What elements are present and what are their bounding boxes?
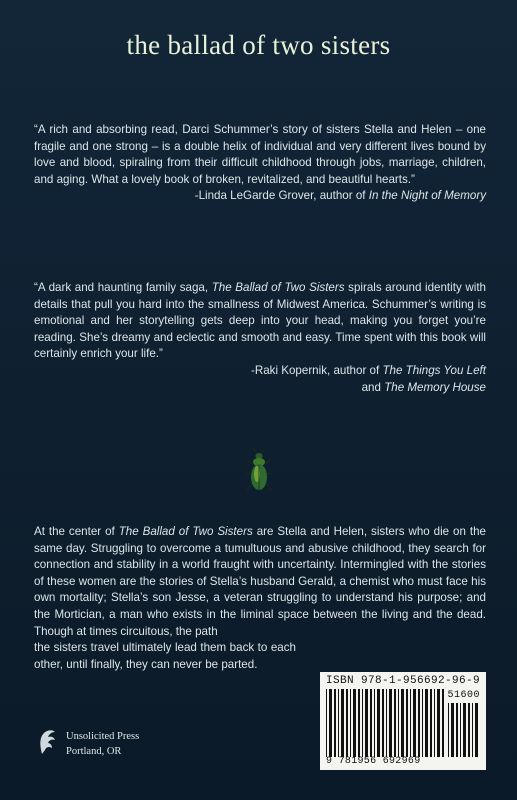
review-quote-2 — [34, 280, 486, 396]
attribution-prefix: -Linda LeGarde Grover, author of — [194, 189, 369, 203]
quote-text-part: “A dark and haunting family saga, — [34, 281, 212, 294]
description-text: At the center of — [34, 525, 119, 538]
publisher-logo-icon — [36, 726, 60, 756]
review-quote-1-attribution — [34, 188, 486, 205]
book-description — [34, 524, 486, 673]
description-book-title: The Ballad of Two Sisters — [118, 525, 253, 538]
description-text: are Stella and Helen, sisters who die on the same day. Struggling to overcome a tumultuous and abusive childhood, they search for connection and stability in a world fraught with uncertainty. Intermingled with the stories of these women are the stories of Stella’s husband Gerald, a chemist who must face his own mortality; Stella’s son Jesse, a veteran struggling to understand his purpose; and the Mortician, a man who exists in the liminal space between the living and the dead. Though at times circuitous, the path — [34, 525, 486, 638]
attribution-book-title: The Things You Left — [382, 363, 486, 377]
quote-book-title: The Ballad of Two Sisters — [211, 281, 345, 294]
publisher-location: Portland, OR — [66, 746, 122, 757]
publisher-name: Unsolicited Press — [66, 731, 140, 742]
review-quote-2-attribution — [34, 363, 486, 380]
barcode-supplement-bars — [448, 703, 482, 757]
quote-text-part: spirals around identity with details that pull you hard into the smallness of Midwest America. Schummer’s writing is emotional and her storytelling gets deep into your head, making you forget you’re reading. She’s dreamy and eclectic and smooth and easy. Time spent with this book will certainly enrich your life.” — [34, 281, 486, 361]
description-tail: the sisters travel ultimately lead them back to each other, until finally, they can never be parted. — [34, 641, 296, 671]
review-quote-1 — [34, 122, 486, 205]
review-quote-2-attribution-line2 — [34, 380, 486, 397]
publisher-info — [36, 724, 186, 764]
review-quote-2-text — [34, 281, 486, 360]
isbn-label: ISBN 978-1-956692-96-9 — [326, 675, 481, 687]
attribution-book-title: The Memory House — [384, 380, 486, 394]
attribution-and: and — [361, 380, 385, 394]
barcode-digits: 9 781956 692969 — [326, 756, 421, 767]
attribution-prefix: -Raki Kopernik, author of — [250, 363, 383, 377]
barcode-bars — [326, 689, 444, 757]
beetle-icon — [244, 446, 274, 498]
attribution-book-title: In the Night of Memory — [368, 189, 486, 203]
isbn-barcode — [320, 672, 486, 770]
review-quote-1-text: “A rich and absorbing read, Darci Schummer’s story of sisters Stella and Helen – one fragile and one strong – is a double helix of individual and very different lives bound by love and blood, spiraling from their difficult childhood through jobs, marriage, children, and aging. What a lovely book of broken, revitalized, and beautiful hearts.” — [34, 123, 486, 186]
price-code: 51600 — [447, 690, 480, 701]
book-title: the ballad of two sisters — [126, 30, 391, 60]
